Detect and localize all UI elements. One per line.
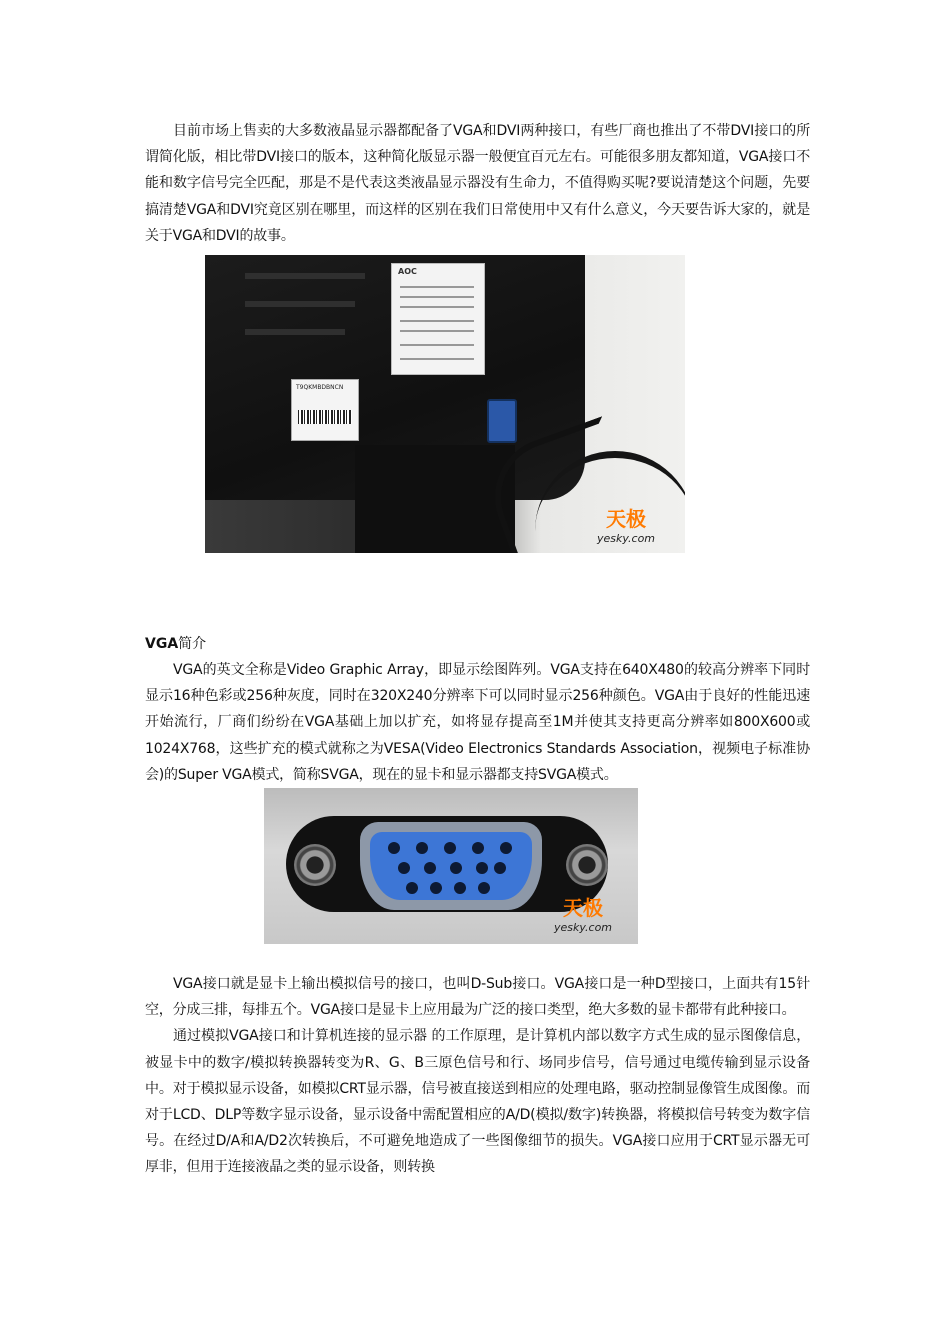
dsub-port: [360, 822, 542, 910]
vent-slot: [245, 301, 355, 307]
section-title: [145, 631, 810, 657]
serial-sticker: [291, 379, 359, 441]
brand-text: AOC: [398, 267, 417, 277]
section-title-bold: VGA: [145, 636, 179, 653]
document-body: [145, 118, 810, 1181]
vent-slot: [245, 273, 365, 279]
screw-left: [294, 844, 336, 886]
vga-principle-paragraph: 通过模拟VGA接口和计算机连接的显示器 的工作原理，是计算机内部以数字方式生成的显示图像信息，被显卡中的数字/模拟转换器转变为R、G、B三原色信号和行、场同步信号，信号通过电缆传输到显示设备中。对于模拟显示设备，如模拟CRT显示器，信号被直接送到相应的处理电路，驱动控制显像管生成图像。而对于LCD、DLP等数字显示设备，显示设备中需配置相应的A/D(模拟/数字)转换器，将模拟信号转变为数字信号。在经过D/A和A/D2次转换后，不可避免地造成了一些图像细节的损失。VGA接口应用于CRT显示器无可厚非，但用于连接液晶之类的显示设备，则转换: [145, 1028, 810, 1176]
watermark-logo: 天极: [563, 896, 604, 921]
serial-text: T9QKMBDBNCN: [296, 384, 344, 392]
watermark-url: yesky.com: [597, 532, 656, 546]
monitor-back-photo: [205, 255, 685, 553]
vga-port-paragraph: VGA接口就是显卡上输出模拟信号的接口，也叫D-Sub接口。VGA接口是一种D型接口，上面共有15针空，分成三排，每排五个。VGA接口是显卡上应用最为广泛的接口类型，绝大多数的显卡都带有此种接口。: [145, 976, 810, 1019]
monitor-stand: [355, 445, 515, 553]
vga-plug: [487, 399, 517, 443]
vga-connector-photo: [264, 788, 638, 944]
yesky-watermark: [554, 892, 612, 934]
section-title-rest: 简介: [178, 636, 207, 653]
watermark-logo: 天极: [606, 507, 647, 532]
yesky-watermark: [597, 503, 655, 545]
screw-right: [566, 844, 608, 886]
vga-description-paragraph: VGA的英文全称是Video Graphic Array，即显示绘图阵列。VGA支持在640X480的较高分辨率下同时显示16种色彩或256种灰度，同时在320X240分辨率下可以同时显示256种颜色。VGA由于良好的性能迅速开始流行，厂商们纷纷在VGA基础上加以扩充，如将显存提高至1M并使其支持更高分辨率如800X600或1024X768，这些扩充的模式就称之为VESA(Video Electronics Standards Association，视频电子标准协会)的Super VGA模式，简称SVGA，现在的显卡和显示器都支持SVGA模式。: [145, 662, 810, 783]
watermark-url: yesky.com: [554, 921, 613, 935]
intro-paragraph: 目前市场上售卖的大多数液晶显示器都配备了VGA和DVI两种接口，有些厂商也推出了不带DVI接口的所谓简化版，相比带DVI接口的版本，这种简化版显示器一般便宜百元左右。可能很多朋友都知道，VGA接口不能和数字信号完全匹配，那是不是代表这类液晶显示器没有生命力，不值得购买呢?要说清楚这个问题，先要搞清楚VGA和DVI究竟区别在哪里，而这样的区别在我们日常使用中又有什么意义，今天要告诉大家的，就是关于VGA和DVI的故事。: [145, 123, 810, 244]
port-face: [370, 832, 532, 900]
vent-slot: [245, 329, 345, 335]
barcode: [298, 410, 352, 424]
rating-label: [391, 263, 485, 375]
